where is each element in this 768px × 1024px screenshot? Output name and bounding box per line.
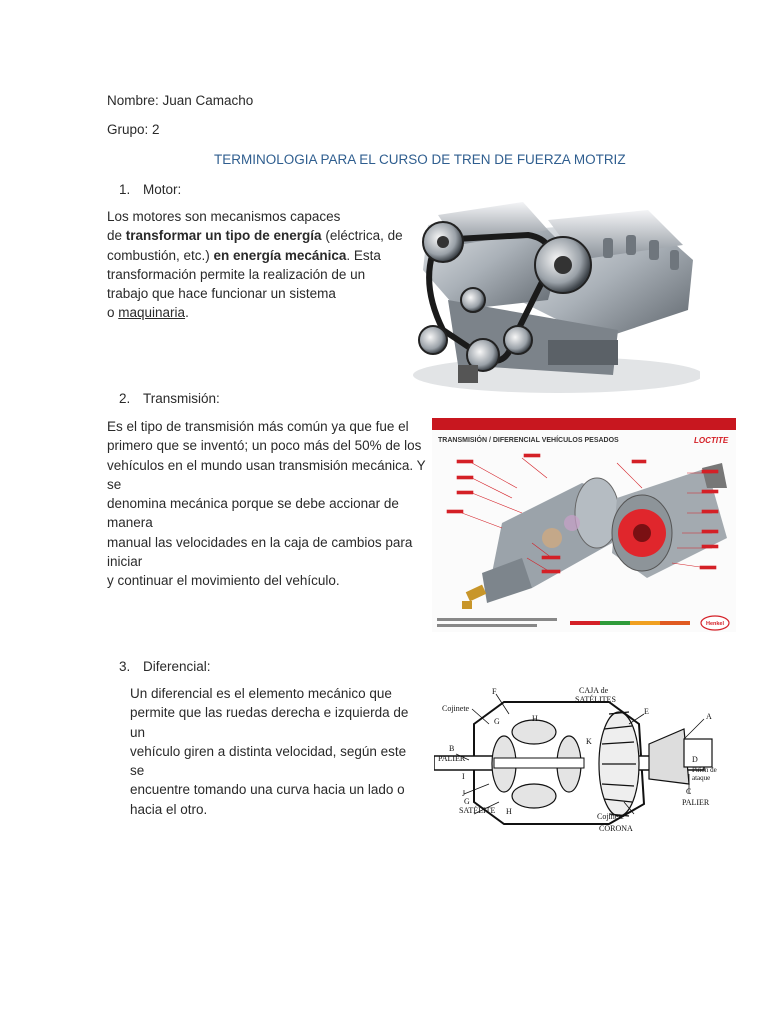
underlined-link: maquinaria [118,305,186,321]
paragraph-line: Los motores son mecanismos capaces [107,209,341,224]
section-diferencial-paragraph [130,684,420,819]
section-title: Transmisión: [143,391,220,406]
section-number: 2. [119,391,131,406]
diagram-label: D [692,755,698,764]
diagram-label: E [644,707,649,716]
section-motor-heading [119,180,181,199]
section-diferencial-heading [119,657,211,676]
paragraph-line: primero que se inventó; un poco más del 50% de los [107,438,422,454]
section-title: Motor: [143,182,182,197]
diagram-label: G [494,717,500,726]
paragraph-line: de transformar un tipo de energía (eléctrica, de [107,228,403,244]
diagram-label: F [492,687,497,696]
paragraph-line: manual las velocidades en la caja de cambios para iniciar [107,534,413,570]
paragraph-line: o maquinaria. [107,305,189,321]
diagram-label: J [462,789,466,798]
diagram-label: Cojinete [597,812,625,821]
diagram-label: CORONA [599,824,633,833]
infographic-title: TRANSMISIÓN / DIFERENCIAL VEHÍCULOS PESADOS [438,437,619,444]
diagram-label: B [449,744,455,753]
transmission-infographic [432,418,736,632]
student-name: Nombre: Juan Camacho [107,93,254,108]
diagram-label: K [586,737,592,746]
section-number: 3. [119,659,131,674]
bold-phrase: transformar un tipo de energía [125,228,322,244]
section-motor-paragraph [107,207,407,323]
diagram-label: SATÉLITES [575,695,616,704]
diagram-label: SATÉLITE [459,806,496,815]
paragraph-line: transformación permite la realización de un [107,266,366,282]
diagram-label: ataque [692,774,711,782]
paragraph-line: vehículos en el mundo usan transmisión mecánica. Y se [107,457,426,492]
diagram-label: Piñon de [692,766,717,774]
paragraph-line: vehículo giren a distinta velocidad, según este se [130,743,407,779]
diagram-label: A [706,712,712,721]
engine-image [398,190,700,400]
diagram-label: Cojinete [442,704,470,713]
paragraph-line: permite que las ruedas derecha e izquierda de un [130,705,409,740]
section-number: 1. [119,182,131,197]
paragraph-line: denomina mecánica porque se debe accionar de manera [107,496,399,531]
paragraph-line: hacia el otro. [130,801,208,817]
section-title: Diferencial: [143,659,211,674]
henkel-logo: Henkel [705,621,725,627]
diagram-label: PALIER [438,754,466,763]
diagram-label: H [506,807,512,816]
diagram-label: CAJA de [579,686,609,695]
document-title: TERMINOLOGIA PARA EL CURSO DE TREN DE FUERZA MOTRIZ [214,152,626,167]
section-transmision-paragraph [107,417,427,591]
paragraph-line: trabajo que hace funcionar un sistema [107,286,336,302]
paragraph-line: Es el tipo de transmisión más común ya que fue el [107,419,409,434]
paragraph-line: y continuar el movimiento del vehículo. [107,573,340,589]
paragraph-line: encuentre tomando una curva hacia un lado o [130,782,405,798]
diagram-label: H [532,714,538,723]
paragraph-line: combustión, etc.) en energía mecánica. Esta [107,247,381,263]
diagram-label: C [686,787,692,796]
diagram-label: PALIER [682,798,710,807]
section-transmision-heading [119,389,220,408]
diagram-label: G [464,797,470,806]
bold-phrase: en energía mecánica [213,247,347,263]
loctite-logo: LOCTITE [694,436,729,445]
group-label: Grupo: 2 [107,122,160,137]
differential-diagram [434,684,718,842]
paragraph-line: Un diferencial es el elemento mecánico que [130,686,392,701]
diagram-label: I [462,772,465,781]
